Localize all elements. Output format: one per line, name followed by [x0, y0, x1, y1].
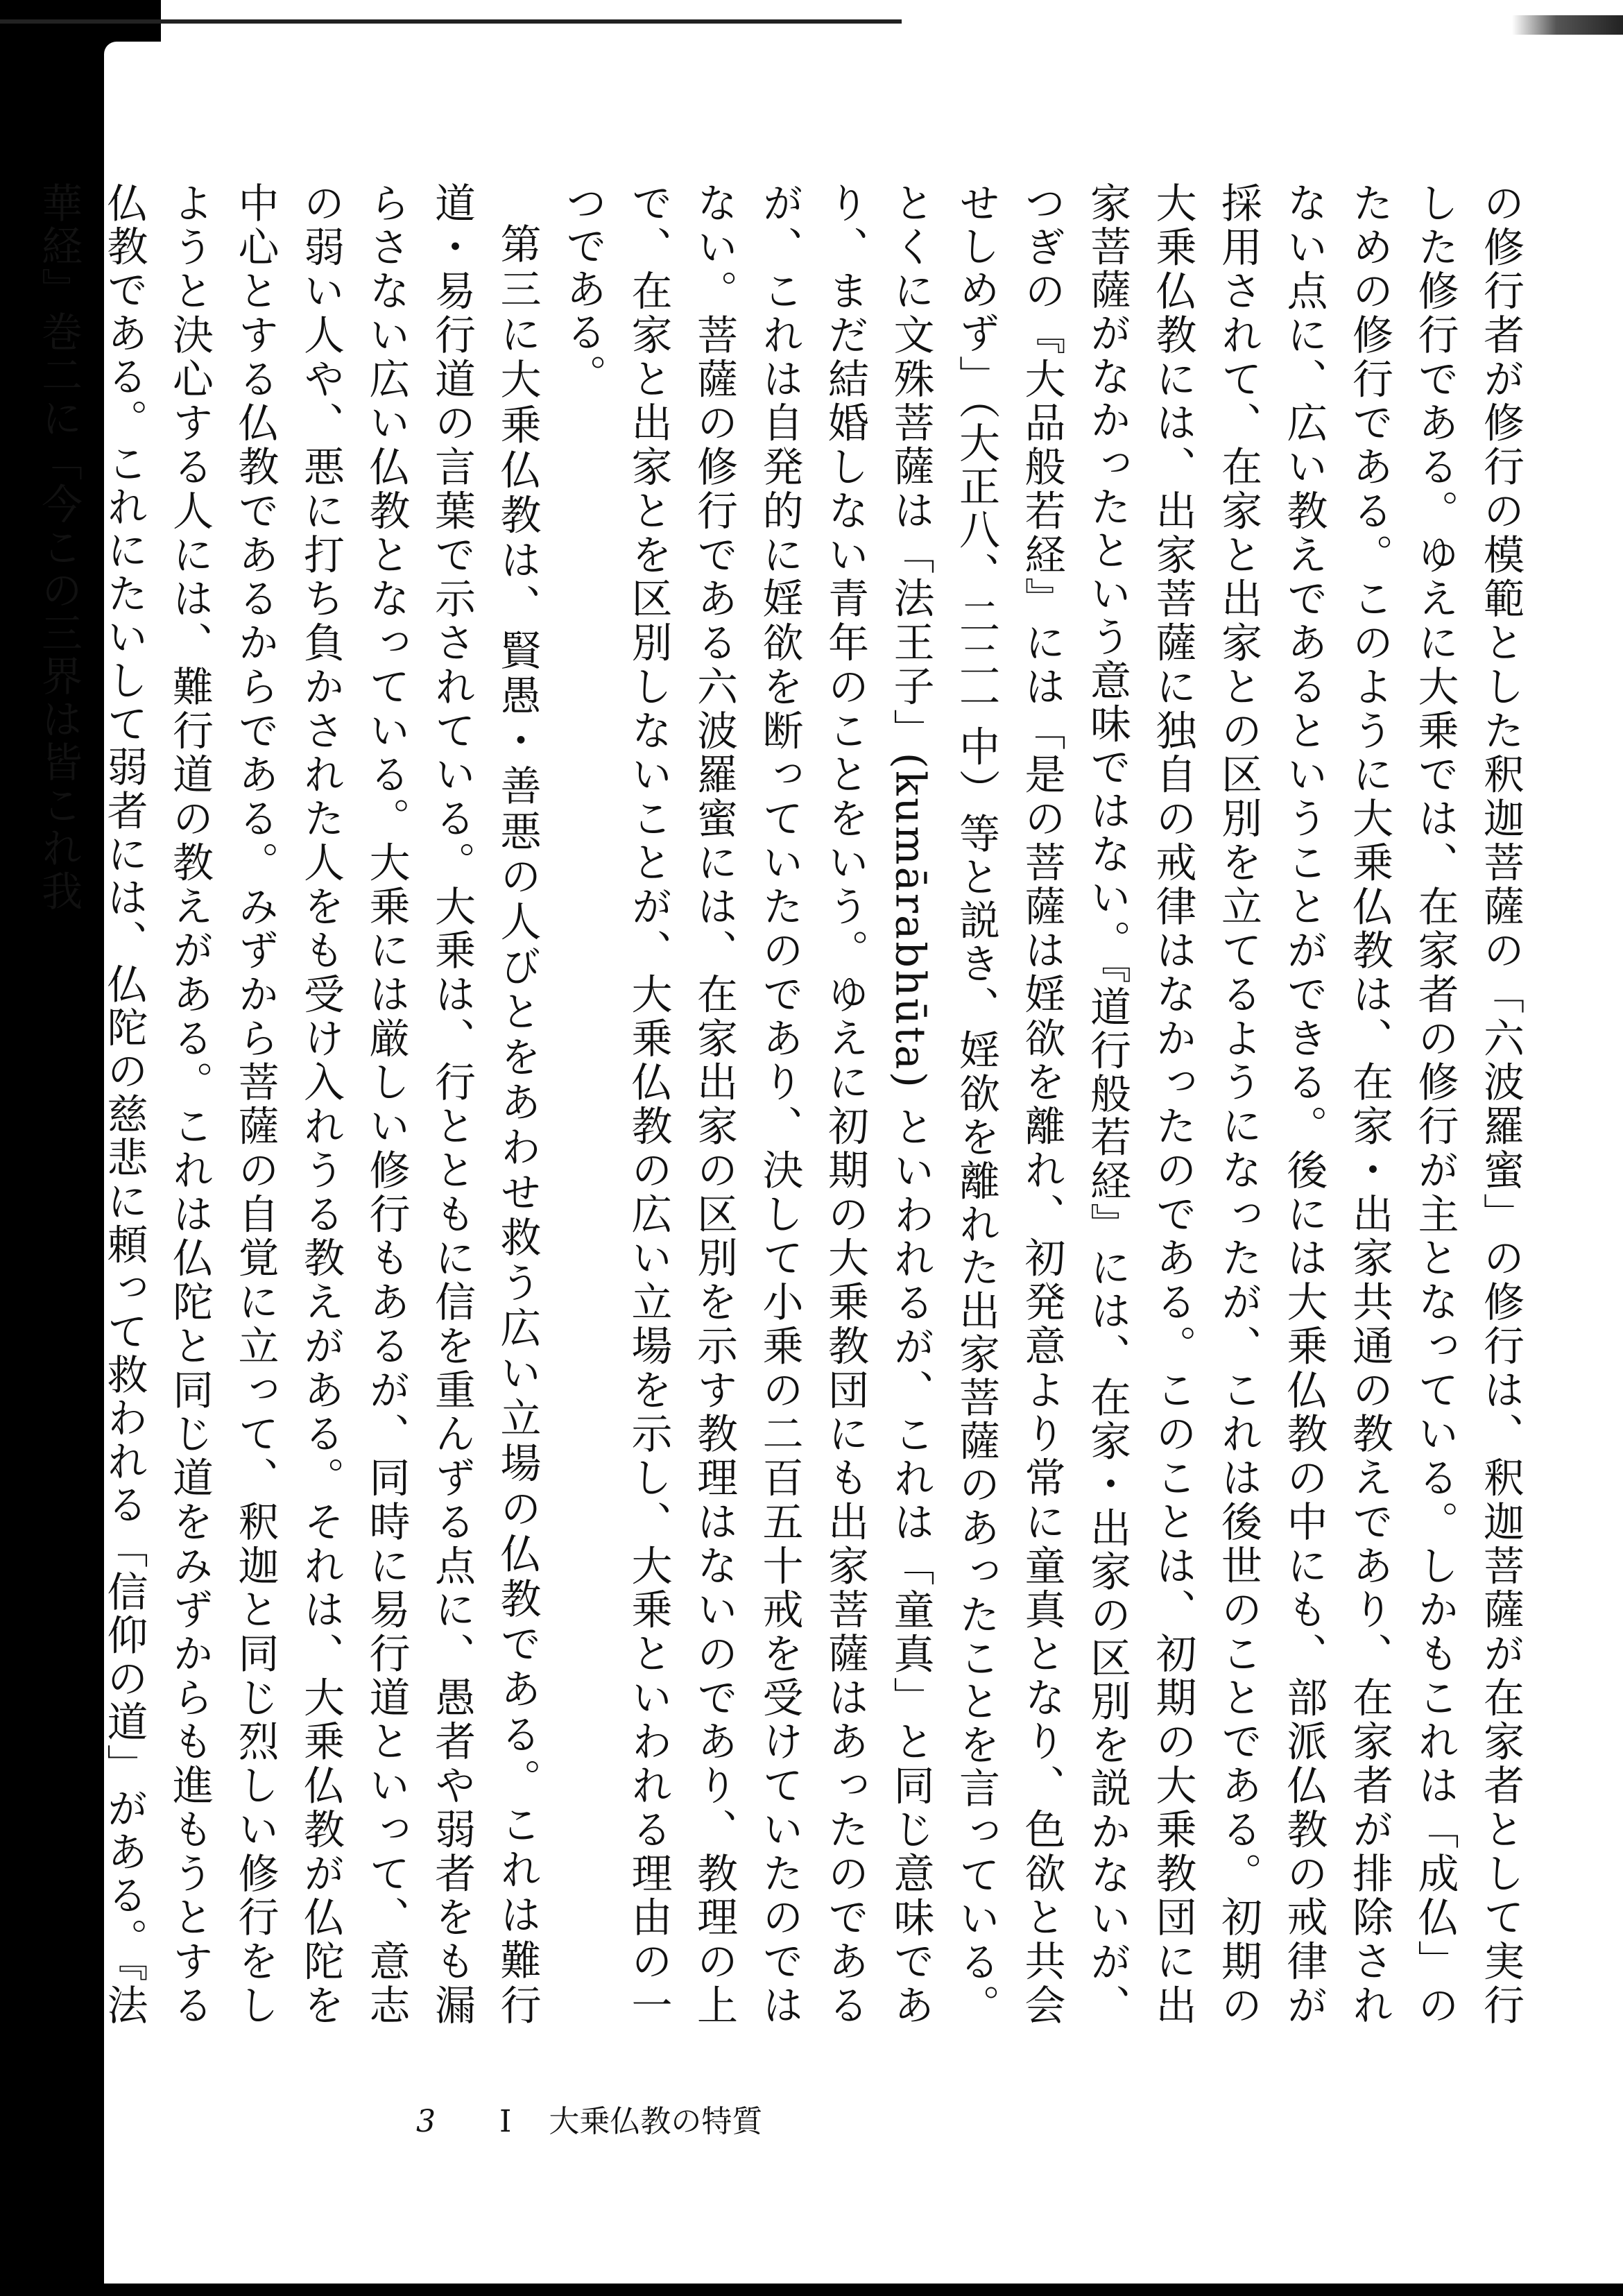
page-footer — [416, 2096, 762, 2141]
scanner-border-bottom — [0, 2284, 1623, 2296]
body-text-vertical — [26, 182, 1534, 2027]
chapter-numeral: I — [499, 2104, 512, 2139]
page-number: 3 — [416, 2104, 436, 2139]
paragraph-1: の修行者が修行の模範とした釈迦菩薩の「六波羅蜜」の修行は、釈迦菩薩が在家者として実行した修行である。ゆえに大乗では、在家者の修行が主となっている。しかもこれは「成仏」のための修行である。このように大乗仏教は、在家・出家共通の教えであり、在家者が排除されない点に、広い教えであるということができる。後には大乗仏教の中にも、部派仏教の戒律が採用されて、在家と出家との区別を立てるようになったが、これは後世のことである。初期の大乗仏教には、出家菩薩に独自の戒律はなかったのである。このことは、初期の大乗教団に出家菩薩がなかったという意味ではない。『道行般若経』には、在家・出家の区別を説かないが、つぎの『大品般若経』には「是の菩薩は婬欲を離れ、初発意より常に童真となり、色欲と共会せしめず」（大正八、二二一中）等と説き、婬欲を離れた出家菩薩のあったことを言っている。とくに文殊菩薩は「法王子」(kumārabhūta) といわれるが、これは「童真」と同じ意味であり、まだ結婚しない青年のことをいう。ゆえに初期の大乗教団にも出家菩薩はあったのであるが、これは自発的に婬欲を断っていたのであり、決して小乗の二百五十戒を受けていたのではない。菩薩の修行である六波羅蜜には、在家出家の区別を示す教理はないのであり、教理の上で、在家と出家とを区別しないことが、大乗仏教の広い立場を示し、大乗といわれる理由の一つである。 — [559, 182, 1525, 2028]
scanner-border-top — [0, 19, 902, 24]
chapter-title: 大乗仏教の特質 — [549, 2104, 763, 2139]
paragraph-2: 第三に大乗仏教は、賢愚・善悪の人びとをあわせ救う広い立場の仏教である。これは難行道・易行道の言葉で示されている。大乗は、行とともに信を重んずる点に、愚者や弱者をも漏らさない広い仏教となっている。大乗には厳しい修行もあるが、同時に易行道といって、意志の弱い人や、悪に打ち負かされた人をも受け入れうる教えがある。それは、大乗仏教が仏陀を中心とする仏教であるからである。みずから菩薩の自覚に立って、釈迦と同じ烈しい修行をしようと決心する人には、難行道の教えがある。これは仏陀と同じ道をみずからも進もうとする仏教である。これにたいして弱者には、仏陀の慈悲に頼って救われる「信仰の道」がある。『法華経』巻二に「今この三界は皆これ我 — [35, 182, 542, 2028]
scanner-smudge-top-right — [1512, 15, 1623, 35]
